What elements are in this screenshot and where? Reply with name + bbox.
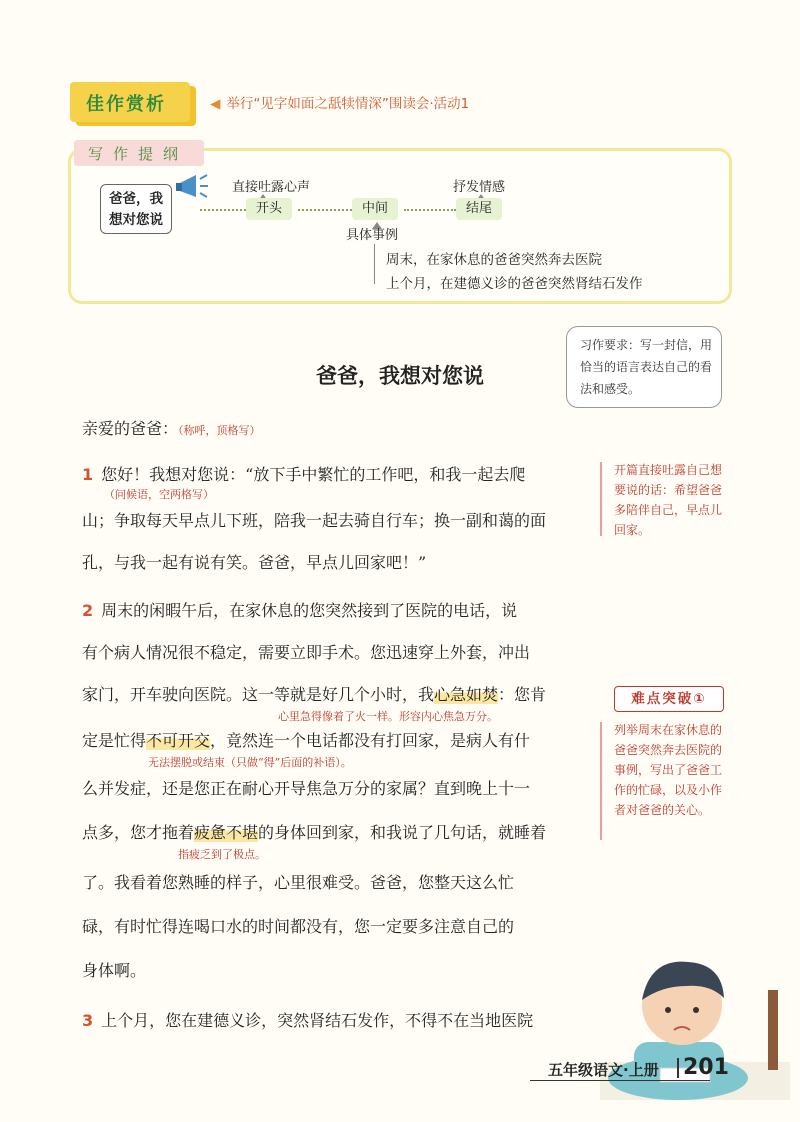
text-line: 么并发症，还是您正在耐心开导焦急万分的家属？直到晚上十一 xyxy=(82,779,531,798)
text-line: 身体啊。 xyxy=(82,961,147,980)
annotation: 无法摆脱或结束（只做“得”后面的补语）。 xyxy=(148,756,352,769)
annotation: 心里急得像着了火一样。形容内心焦急万分。 xyxy=(278,710,498,723)
text-line: 孔，与我一起有说有笑。爸爸，早点儿回家吧！” xyxy=(82,553,427,572)
connector xyxy=(404,209,456,211)
greeting-text: 亲爱的爸爸： xyxy=(82,419,179,438)
event-1: 周末，在家休息的爸爸突然奔去医院 xyxy=(386,252,602,268)
side-note-rule xyxy=(600,462,602,536)
triangle-icon: ◀ xyxy=(210,96,221,112)
book-title: 五年级语文·上册 xyxy=(548,1061,659,1079)
node-start: 开头 xyxy=(246,198,292,220)
text-line: 碌，有时忙得连喝口水的时间都没有，您一定要多注意自己的 xyxy=(82,917,515,936)
events-bracket xyxy=(374,244,375,284)
connector xyxy=(200,209,246,211)
requirement-text: 习作要求：写一封信，用恰当的语言表达自己的看法和感受。 xyxy=(580,338,713,396)
text-segment: 定是忙得 xyxy=(82,731,147,750)
page-separator xyxy=(677,1058,679,1078)
text-segment: ：您肯 xyxy=(498,685,547,704)
highlighted-idiom: 疲惫不堪 xyxy=(194,823,259,842)
event-2: 上个月，在建德义诊的爸爸突然肾结石发作 xyxy=(386,276,643,292)
connector xyxy=(298,209,352,211)
text-line: 了。我看着您熟睡的样子，心里很难受。爸爸，您整天这么忙 xyxy=(82,873,515,892)
outline-title-line1: 爸爸，我 xyxy=(109,191,163,207)
text-line: 上个月，您在建德义诊，突然肾结石发作，不得不在当地医院 xyxy=(101,1011,534,1030)
activity-subtitle xyxy=(210,92,469,112)
activity-subtitle-text: 举行“见字如面之舐犊情深”围读会·活动1 xyxy=(226,96,470,112)
node-end: 结尾 xyxy=(456,198,502,220)
highlighted-idiom: 心急如焚 xyxy=(434,685,499,704)
text-line: 有个病人情况很不稳定，需要立即手术。您迅速穿上外套，冲出 xyxy=(82,643,531,662)
megaphone-icon xyxy=(176,172,210,202)
side-note-1: 开篇直接吐露自己想要说的话：希望爸爸多陪伴自己，早点儿回家。 xyxy=(614,463,723,537)
highlighted-idiom: 不可开交 xyxy=(146,731,211,750)
greeting-annotation: （称呼，顶格写） xyxy=(178,424,261,437)
note-direct: 直接吐露心声 xyxy=(232,180,311,195)
side-note-2: 列举周末在家休息的爸爸突然奔去医院的事例，写出了爸爸工作的忙碌，以及小作者对爸爸的关心。 xyxy=(614,723,723,817)
text-segment: 的身体回到家，和我说了几句话，就睡着 xyxy=(258,823,547,842)
article-title: 爸爸，我想对您说 xyxy=(316,364,484,388)
text-line: 山；争取每天早点儿下班，陪我一起去骑自行车；换一副和蔼的面 xyxy=(82,511,547,530)
paragraph-number: 2 xyxy=(82,601,94,620)
section-banner-label: 佳作赏析 xyxy=(86,94,166,115)
footer-rule xyxy=(530,1080,710,1081)
node-middle: 中间 xyxy=(352,198,398,220)
outline-tab-label: 写作提纲 xyxy=(88,145,189,163)
paragraph-number: 1 xyxy=(82,465,94,484)
note-events: 具体事例 xyxy=(346,228,399,243)
annotation: （问候语，空两格写） xyxy=(104,488,214,501)
text-segment: 家门，开车驶向医院。这一等就是好几个小时，我 xyxy=(82,685,435,704)
text-line: 您好！我想对您说：“放下手中繁忙的工作吧，和我一起去爬 xyxy=(101,465,526,484)
paragraph-number: 3 xyxy=(82,1011,94,1030)
side-note-rule xyxy=(600,722,602,840)
note-emotion: 抒发情感 xyxy=(453,180,506,195)
greeting xyxy=(82,416,261,439)
page-number: 201 xyxy=(683,1055,729,1080)
outline-title-chip xyxy=(100,184,172,234)
text-segment: ，竟然连一个电话都没有打回家，是病人有什 xyxy=(210,731,531,750)
annotation: 指疲乏到了极点。 xyxy=(178,848,266,861)
text-line: 周末的闲暇午后，在家休息的您突然接到了医院的电话，说 xyxy=(101,601,518,620)
difficulty-tag: 难点突破① xyxy=(614,686,724,712)
text-segment: 点多，您才拖着 xyxy=(82,823,195,842)
outline-title-line2: 想对您说 xyxy=(109,212,163,228)
